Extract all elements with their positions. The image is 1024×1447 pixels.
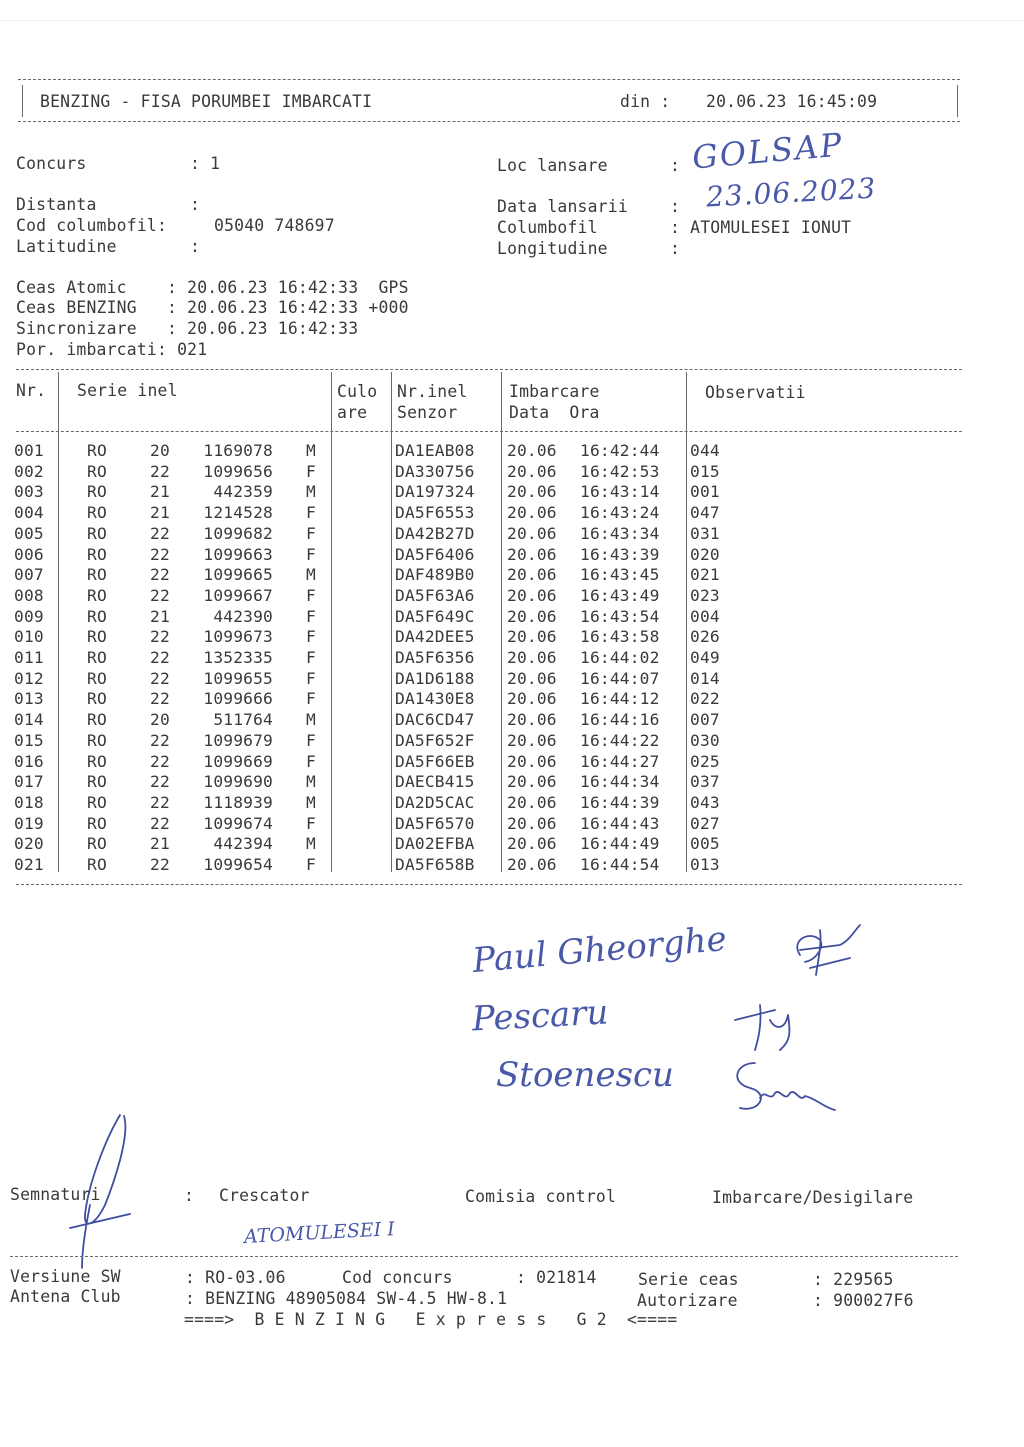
row-number: 013 [14, 689, 44, 709]
row-date: 20.06 [507, 503, 557, 523]
row-sensor: DA1430E8 [395, 689, 475, 709]
table-row [0, 462, 1024, 483]
row-number: 006 [14, 544, 44, 564]
row-country: RO [87, 482, 107, 502]
table-row [0, 503, 1024, 524]
row-sex: F [306, 544, 316, 564]
row-sex: F [306, 668, 316, 688]
row-observation: 027 [690, 813, 720, 833]
header-right-border [957, 85, 958, 117]
row-country: RO [87, 792, 107, 812]
row-time: 16:44:54 [580, 855, 660, 874]
row-sensor: DA02EFBA [395, 834, 475, 854]
row-ring-number: 1099665 [203, 565, 273, 585]
row-date: 20.06 [507, 772, 557, 792]
row-year: 22 [150, 813, 170, 833]
table-row [0, 834, 1024, 855]
header-bottom-border [18, 121, 960, 122]
row-number: 003 [14, 482, 44, 502]
data-lansarii-handwritten: 23.06.2023 [705, 171, 878, 214]
autorizare-value: : 900027F6 [813, 1291, 914, 1310]
row-number: 010 [14, 627, 44, 647]
row-ring-number: 1099690 [203, 772, 273, 792]
col-header-senzor: Senzor [397, 403, 458, 422]
row-ring-number: 1214528 [203, 503, 273, 523]
row-observation: 025 [690, 751, 720, 771]
versiune-value: : RO-03.06 [185, 1268, 286, 1287]
table-row [0, 710, 1024, 731]
row-sensor: DA330756 [395, 461, 475, 481]
row-number: 014 [14, 710, 44, 730]
row-time: 16:43:14 [580, 482, 660, 502]
row-time: 16:44:22 [580, 730, 660, 750]
loc-lansare-handwritten: GOLSAP [690, 125, 845, 177]
semnaturi-colon: : [184, 1186, 195, 1205]
row-date: 20.06 [507, 855, 557, 874]
row-sex: F [306, 627, 316, 647]
col-header-serie: Serie inel [77, 381, 178, 400]
crescator-label: Crescator [219, 1186, 310, 1205]
longitudine-value: : [670, 239, 681, 258]
row-sex: M [306, 772, 316, 792]
row-date: 20.06 [507, 648, 557, 667]
imbarcare-desigilare-label: Imbarcare/Desigilare [712, 1188, 914, 1207]
row-country: RO [87, 503, 107, 523]
table-row [0, 524, 1024, 545]
row-time: 16:44:39 [580, 792, 660, 812]
row-sensor: DA5F652F [395, 730, 475, 750]
row-country: RO [87, 441, 107, 460]
row-ring-number: 1099667 [203, 585, 273, 605]
row-country: RO [87, 689, 107, 709]
row-sex: F [306, 813, 316, 833]
row-sensor: DA5F63A6 [395, 585, 475, 605]
columbofil-value: : ATOMULESEI IONUT [670, 218, 852, 237]
table-row [0, 689, 1024, 710]
row-time: 16:43:24 [580, 503, 660, 523]
row-observation: 015 [690, 461, 720, 481]
row-country: RO [87, 668, 107, 688]
row-sensor: DAECB415 [395, 772, 475, 792]
table-row [0, 441, 1024, 462]
row-number: 019 [14, 813, 44, 833]
table-row [0, 731, 1024, 752]
row-year: 22 [150, 627, 170, 647]
row-number: 020 [14, 834, 44, 854]
row-country: RO [87, 565, 107, 585]
table-row [0, 586, 1024, 607]
row-ring-number: 1099656 [203, 461, 273, 481]
latitudine-value: : [190, 237, 201, 256]
ceas-benzing: Ceas BENZING : 20.06.23 16:42:33 +000 [16, 298, 409, 317]
row-date: 20.06 [507, 544, 557, 564]
row-sex: M [306, 710, 316, 730]
row-date: 20.06 [507, 751, 557, 771]
row-observation: 001 [690, 482, 720, 502]
row-sensor: DA42DEE5 [395, 627, 475, 647]
row-date: 20.06 [507, 441, 557, 460]
table-row [0, 607, 1024, 628]
row-date: 20.06 [507, 606, 557, 626]
commission-name-1: Paul Gheorghe [470, 918, 729, 982]
table-header-bottom-border [16, 431, 962, 432]
data-lansarii-colon: : [670, 197, 681, 216]
row-sex: F [306, 585, 316, 605]
row-year: 22 [150, 772, 170, 792]
row-sensor: DAC6CD47 [395, 710, 475, 730]
document-title: BENZING - FISA PORUMBEI IMBARCATI [40, 92, 373, 111]
row-sex: F [306, 523, 316, 543]
row-country: RO [87, 730, 107, 750]
row-observation: 043 [690, 792, 720, 812]
row-year: 22 [150, 461, 170, 481]
row-sex: M [306, 792, 316, 812]
row-date: 20.06 [507, 689, 557, 709]
table-row [0, 814, 1024, 835]
row-sensor: DA42B27D [395, 523, 475, 543]
serie-ceas-label: Serie ceas [638, 1270, 739, 1289]
row-observation: 004 [690, 606, 720, 626]
row-sensor: DA5F6406 [395, 544, 475, 564]
porumbei-imbarcati: Por. imbarcati: 021 [16, 340, 208, 359]
row-sex: F [306, 461, 316, 481]
row-number: 017 [14, 772, 44, 792]
row-number: 005 [14, 523, 44, 543]
table-row [0, 482, 1024, 503]
row-date: 20.06 [507, 585, 557, 605]
row-sensor: DA5F649C [395, 606, 475, 626]
row-observation: 023 [690, 585, 720, 605]
row-observation: 044 [690, 441, 720, 460]
row-country: RO [87, 606, 107, 626]
row-sensor: DA5F6570 [395, 813, 475, 833]
row-sensor: DA5F658B [395, 855, 475, 874]
row-sensor: DA2D5CAC [395, 792, 475, 812]
row-time: 16:43:54 [580, 606, 660, 626]
comisia-control-label: Comisia control [465, 1187, 617, 1206]
row-year: 21 [150, 482, 170, 502]
semnaturi-label: Semnaturi [10, 1185, 101, 1204]
row-date: 20.06 [507, 834, 557, 854]
row-date: 20.06 [507, 461, 557, 481]
col-header-imbarcare: Imbarcare [509, 382, 600, 401]
serie-ceas-value: : 229565 [813, 1270, 894, 1289]
row-date: 20.06 [507, 627, 557, 647]
row-date: 20.06 [507, 482, 557, 502]
col-header-nrinel: Nr.inel [397, 382, 468, 401]
table-row [0, 565, 1024, 586]
row-time: 16:44:43 [580, 813, 660, 833]
footer-top-border [10, 1256, 958, 1257]
commission-signature-3 [720, 1058, 840, 1118]
row-ring-number: 1099669 [203, 751, 273, 771]
row-time: 16:44:07 [580, 668, 660, 688]
row-time: 16:43:45 [580, 565, 660, 585]
table-row [0, 648, 1024, 669]
loc-lansare-label: Loc lansare [497, 156, 608, 175]
row-number: 001 [14, 441, 44, 460]
sincronizare: Sincronizare : 20.06.23 16:42:33 [16, 319, 359, 338]
cod-columbofil-label: Cod columbofil: [16, 216, 168, 235]
row-ring-number: 442390 [213, 606, 273, 626]
row-number: 018 [14, 792, 44, 812]
brand-line: ====> B E N Z I N G E x p r e s s G 2 <==== [184, 1310, 678, 1329]
row-sex: M [306, 565, 316, 585]
col-header-nr: Nr. [16, 381, 47, 400]
table-row [0, 855, 1024, 876]
row-ring-number: 1099679 [203, 730, 273, 750]
row-date: 20.06 [507, 523, 557, 543]
header-left-border [22, 85, 23, 117]
row-date: 20.06 [507, 668, 557, 688]
row-number: 004 [14, 503, 44, 523]
row-ring-number: 1099654 [203, 855, 273, 874]
row-observation: 013 [690, 855, 720, 874]
commission-signature-1 [780, 920, 880, 980]
concurs-value: : 1 [190, 154, 221, 173]
row-sex: F [306, 503, 316, 523]
row-year: 22 [150, 565, 170, 585]
row-date: 20.06 [507, 813, 557, 833]
row-observation: 020 [690, 544, 720, 564]
row-date: 20.06 [507, 565, 557, 585]
row-observation: 007 [690, 710, 720, 730]
row-sensor: DA5F6553 [395, 503, 475, 523]
row-number: 002 [14, 461, 44, 481]
row-date: 20.06 [507, 730, 557, 750]
row-sex: M [306, 482, 316, 502]
row-year: 21 [150, 834, 170, 854]
crescator-name-handwritten: ATOMULESEI I [243, 1218, 396, 1248]
commission-name-2: Pescaru [471, 992, 610, 1040]
table-top-border [16, 369, 962, 370]
row-country: RO [87, 834, 107, 854]
distanta-label: Distanta [16, 195, 97, 214]
row-sex: M [306, 441, 316, 460]
row-observation: 022 [690, 689, 720, 709]
row-observation: 047 [690, 503, 720, 523]
row-country: RO [87, 544, 107, 564]
row-ring-number: 1099663 [203, 544, 273, 564]
row-observation: 037 [690, 772, 720, 792]
row-ring-number: 1118939 [203, 792, 273, 812]
row-ring-number: 442394 [213, 834, 273, 854]
col-header-culoare-2: are [337, 403, 368, 422]
row-observation: 049 [690, 648, 720, 667]
row-year: 20 [150, 710, 170, 730]
row-number: 009 [14, 606, 44, 626]
row-time: 16:44:12 [580, 689, 660, 709]
latitudine-label: Latitudine [16, 237, 117, 256]
col-header-culoare-1: Culo [337, 382, 378, 401]
row-year: 20 [150, 441, 170, 460]
row-sex: F [306, 730, 316, 750]
distanta-value: : [190, 195, 201, 214]
row-ring-number: 511764 [213, 710, 273, 730]
row-country: RO [87, 627, 107, 647]
page-edge [0, 20, 1024, 21]
row-country: RO [87, 585, 107, 605]
row-time: 16:43:34 [580, 523, 660, 543]
row-sex: M [306, 834, 316, 854]
antena-label: Antena Club [10, 1287, 121, 1306]
table-row [0, 545, 1024, 566]
row-year: 22 [150, 792, 170, 812]
commission-signature-2 [730, 995, 810, 1055]
columbofil-label: Columbofil [497, 218, 598, 237]
row-sex: F [306, 751, 316, 771]
row-ring-number: 442359 [213, 482, 273, 502]
row-year: 22 [150, 523, 170, 543]
row-observation: 030 [690, 730, 720, 750]
row-year: 22 [150, 730, 170, 750]
row-time: 16:44:34 [580, 772, 660, 792]
row-sensor: DA5F66EB [395, 751, 475, 771]
row-ring-number: 1099666 [203, 689, 273, 709]
row-number: 016 [14, 751, 44, 771]
row-date: 20.06 [507, 710, 557, 730]
row-observation: 021 [690, 565, 720, 585]
row-date: 20.06 [507, 792, 557, 812]
row-sensor: DAF489B0 [395, 565, 475, 585]
row-number: 008 [14, 585, 44, 605]
row-ring-number: 1099673 [203, 627, 273, 647]
commission-name-3: Stoenescu [496, 1055, 674, 1095]
cod-concurs-value: : 021814 [516, 1268, 597, 1287]
table-row [0, 627, 1024, 648]
row-sex: F [306, 855, 316, 874]
row-country: RO [87, 648, 107, 667]
row-observation: 014 [690, 668, 720, 688]
row-year: 22 [150, 855, 170, 874]
table-row [0, 772, 1024, 793]
table-row [0, 752, 1024, 773]
row-country: RO [87, 772, 107, 792]
row-time: 16:44:27 [580, 751, 660, 771]
row-year: 21 [150, 606, 170, 626]
row-sex: F [306, 606, 316, 626]
row-sensor: DA197324 [395, 482, 475, 502]
row-number: 011 [14, 648, 44, 667]
row-time: 16:42:44 [580, 441, 660, 460]
row-year: 22 [150, 648, 170, 667]
row-year: 21 [150, 503, 170, 523]
row-ring-number: 1169078 [203, 441, 273, 460]
cod-columbofil-value: 05040 748697 [214, 216, 335, 235]
row-number: 015 [14, 730, 44, 750]
row-observation: 031 [690, 523, 720, 543]
din-value: 20.06.23 16:45:09 [706, 92, 878, 111]
row-ring-number: 1099655 [203, 668, 273, 688]
row-year: 22 [150, 668, 170, 688]
row-time: 16:43:49 [580, 585, 660, 605]
row-observation: 005 [690, 834, 720, 854]
row-country: RO [87, 710, 107, 730]
row-time: 16:44:16 [580, 710, 660, 730]
longitudine-label: Longitudine [497, 239, 608, 258]
row-time: 16:43:58 [580, 627, 660, 647]
row-ring-number: 1352335 [203, 648, 273, 667]
table-row [0, 793, 1024, 814]
row-ring-number: 1099674 [203, 813, 273, 833]
cod-concurs-label: Cod concurs [342, 1268, 453, 1287]
row-country: RO [87, 751, 107, 771]
row-sex: F [306, 648, 316, 667]
row-time: 16:44:02 [580, 648, 660, 667]
row-time: 16:44:49 [580, 834, 660, 854]
row-time: 16:43:39 [580, 544, 660, 564]
din-label: din : [620, 92, 671, 111]
row-ring-number: 1099682 [203, 523, 273, 543]
row-observation: 026 [690, 627, 720, 647]
header-top-border [18, 79, 960, 80]
row-country: RO [87, 523, 107, 543]
versiune-label: Versiune SW [10, 1267, 121, 1286]
row-number: 007 [14, 565, 44, 585]
col-header-data-ora: Data Ora [509, 403, 600, 422]
row-number: 012 [14, 668, 44, 688]
concurs-label: Concurs [16, 154, 87, 173]
row-year: 22 [150, 751, 170, 771]
col-header-observatii: Observatii [705, 383, 806, 402]
row-country: RO [87, 855, 107, 874]
antena-value: : BENZING 48905084 SW-4.5 HW-8.1 [185, 1289, 508, 1308]
row-sensor: DA1EAB08 [395, 441, 475, 460]
row-year: 22 [150, 689, 170, 709]
row-country: RO [87, 813, 107, 833]
data-lansarii-label: Data lansarii [497, 197, 628, 216]
row-year: 22 [150, 585, 170, 605]
loc-lansare-colon: : [670, 156, 681, 175]
row-number: 021 [14, 855, 44, 874]
row-sex: F [306, 689, 316, 709]
row-year: 22 [150, 544, 170, 564]
row-time: 16:42:53 [580, 461, 660, 481]
row-country: RO [87, 461, 107, 481]
autorizare-label: Autorizare [637, 1291, 738, 1310]
ceas-atomic: Ceas Atomic : 20.06.23 16:42:33 GPS [16, 278, 409, 297]
table-bottom-border [16, 884, 962, 885]
row-sensor: DA1D6188 [395, 668, 475, 688]
table-row [0, 669, 1024, 690]
row-sensor: DA5F6356 [395, 648, 475, 667]
